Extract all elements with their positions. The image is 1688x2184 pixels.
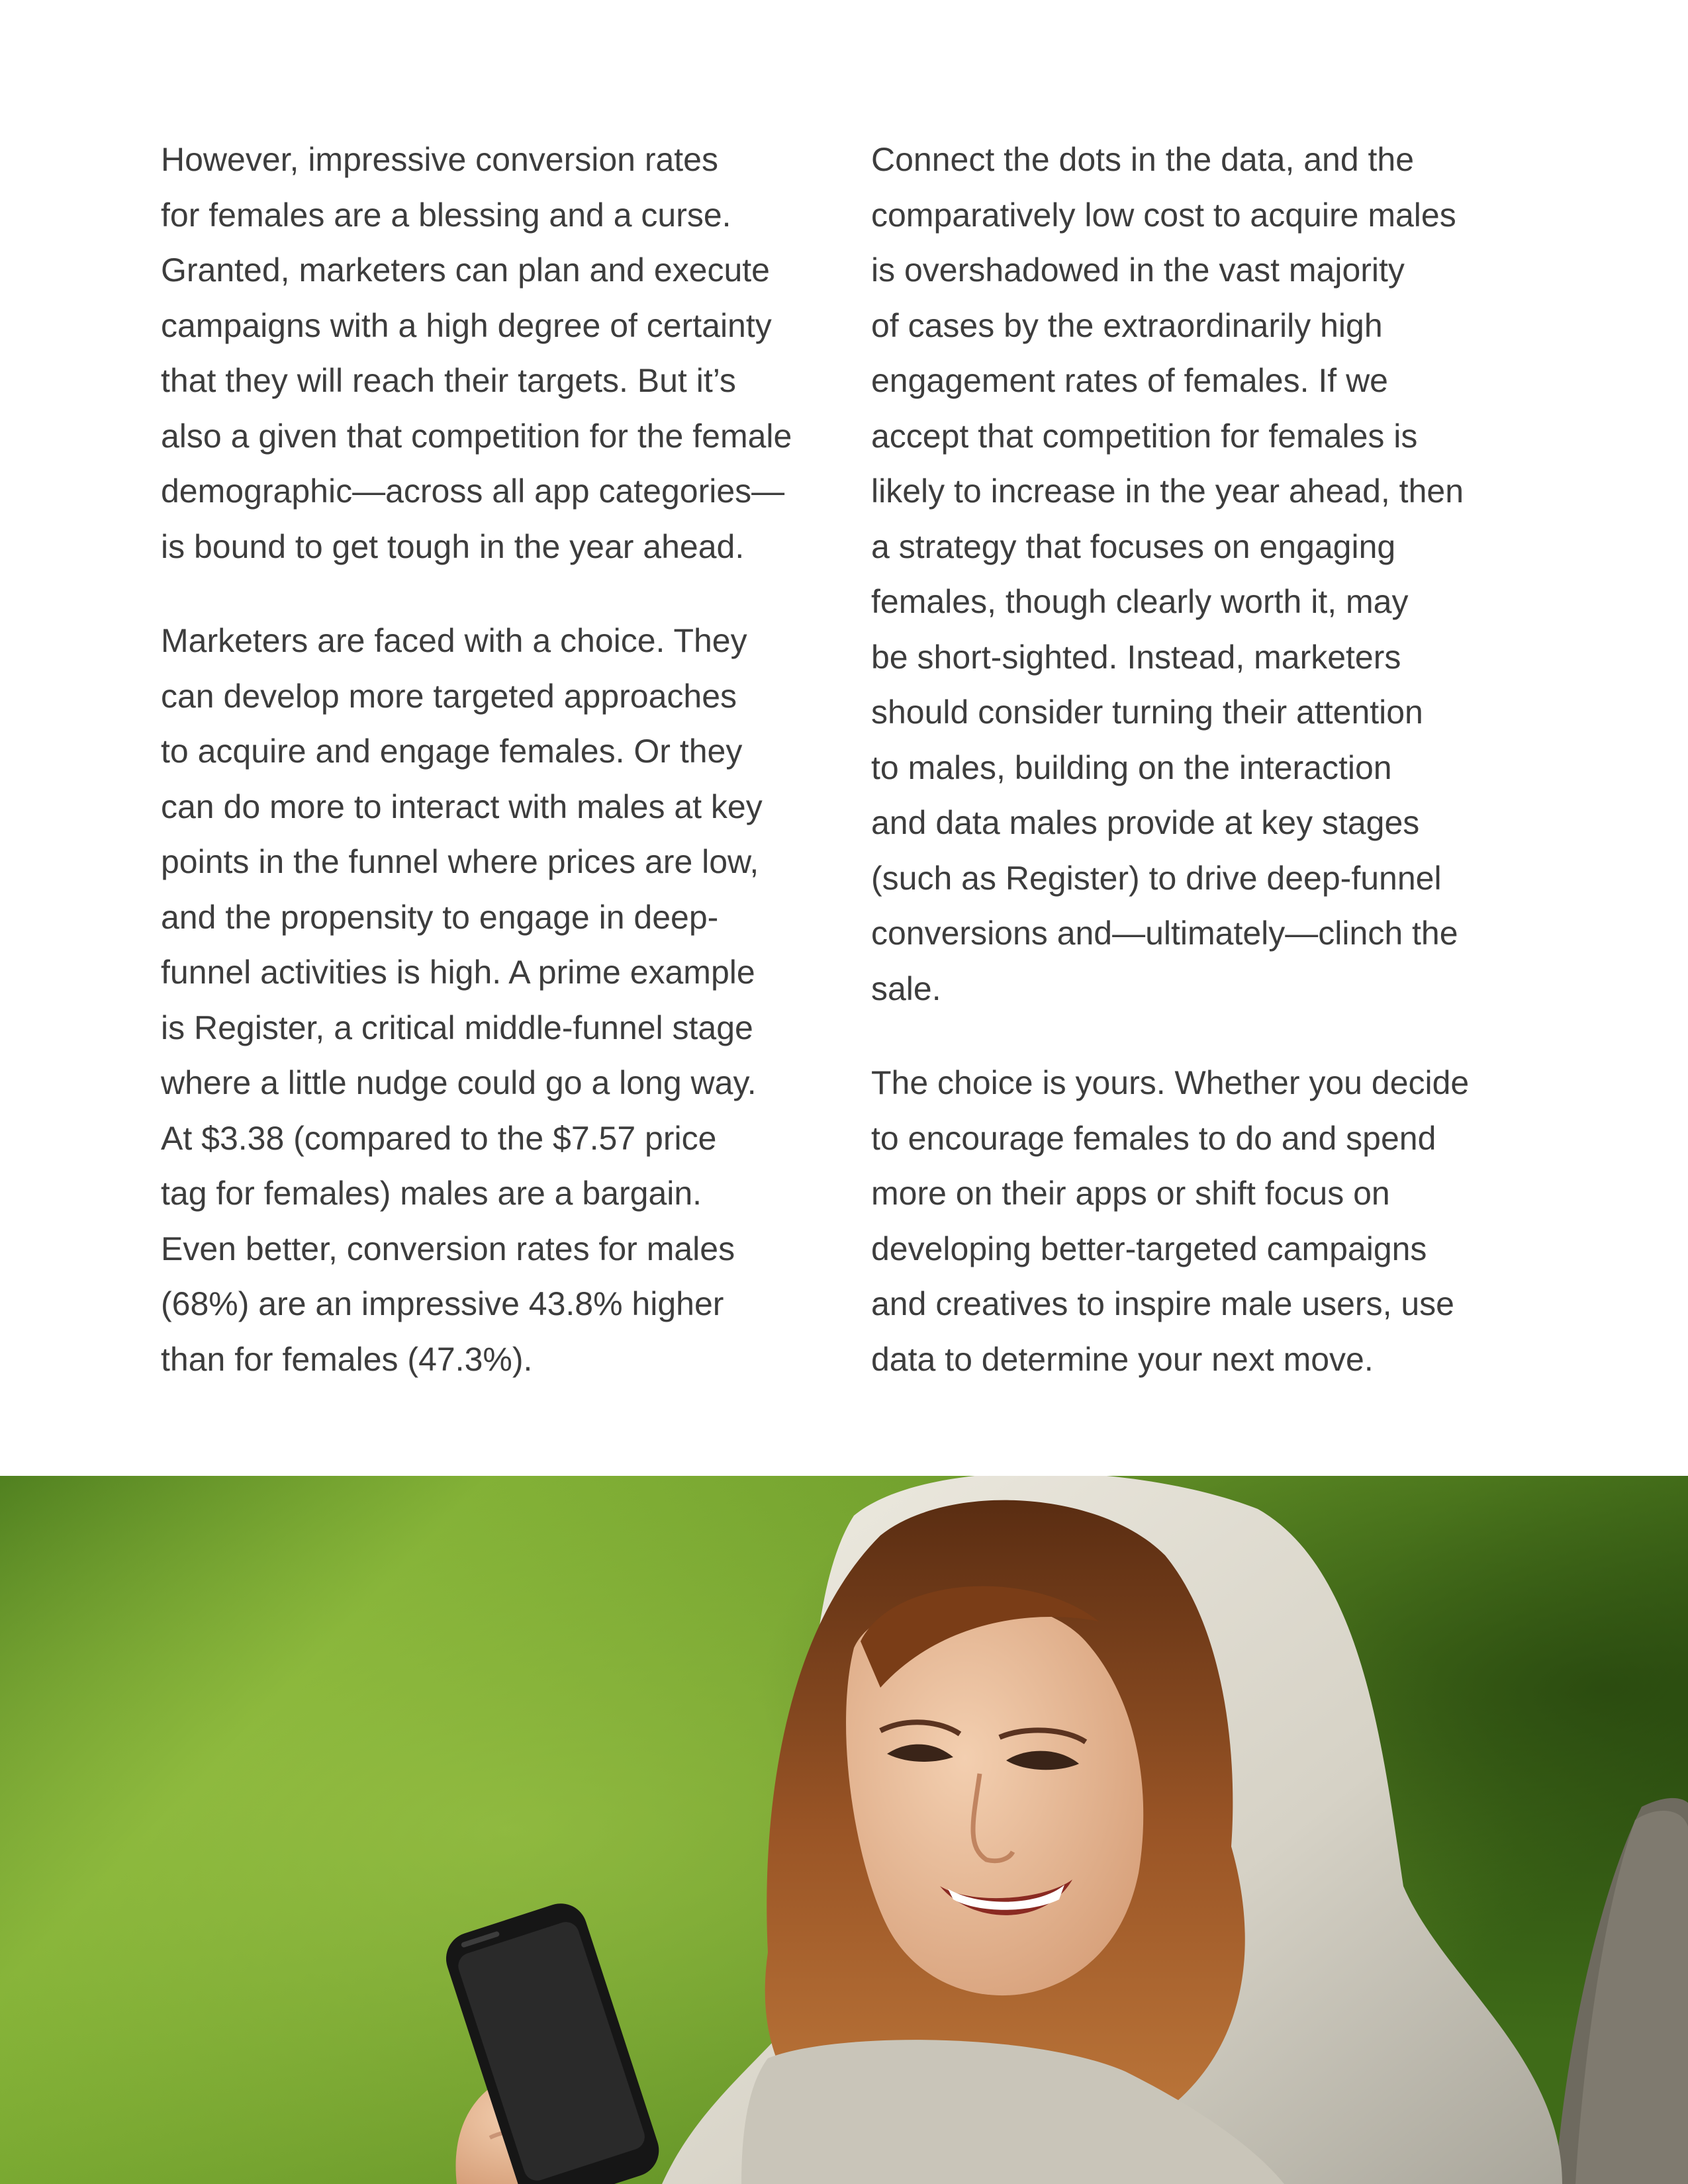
text-line: that they will reach their targets. But it’s — [161, 362, 736, 399]
text-line: tag for females) males are a bargain. — [161, 1175, 702, 1212]
text-line: (such as Register) to drive deep-funnel — [871, 859, 1442, 897]
hero-photo-woman-with-phone — [0, 1476, 1688, 2184]
photo-illustration — [0, 1476, 1688, 2184]
text-line: However, impressive conversion rates — [161, 141, 718, 178]
text-line: funnel activities is high. A prime example — [161, 954, 755, 991]
text-line: more on their apps or shift focus on — [871, 1175, 1390, 1212]
text-line: Marketers are faced with a choice. They — [161, 622, 747, 659]
text-line: points in the funnel where prices are low, — [161, 843, 759, 880]
text-line: campaigns with a high degree of certainty — [161, 306, 772, 344]
text-line: is bound to get tough in the year ahead. — [161, 527, 745, 565]
text-line: and data males provide at key stages — [871, 804, 1420, 841]
text-line: be short-sighted. Instead, marketers — [871, 638, 1401, 676]
text-line: likely to increase in the year ahead, then — [871, 473, 1464, 510]
text-line: data to determine your next move. — [871, 1340, 1374, 1378]
text-line: can develop more targeted approaches — [161, 677, 737, 715]
text-line: and creatives to inspire male users, use — [871, 1285, 1454, 1322]
text-line: also a given that competition for the female — [161, 417, 792, 455]
right-column — [871, 132, 1560, 1426]
text-line: At $3.38 (compared to the $7.57 price — [161, 1119, 717, 1157]
text-line: The choice is yours. Whether you decide — [871, 1064, 1470, 1101]
text-line: to encourage females to do and spend — [871, 1119, 1436, 1157]
text-line: conversions and—ultimately—clinch the — [871, 915, 1458, 952]
text-line: for females are a blessing and a curse. — [161, 196, 731, 234]
text-line: and the propensity to engage in deep- — [161, 898, 719, 936]
text-line: (68%) are an impressive 43.8% higher — [161, 1285, 724, 1322]
left-paragraph-2 — [161, 614, 843, 1387]
text-line: Even better, conversion rates for males — [161, 1230, 735, 1267]
text-line: should consider turning their attention — [871, 694, 1423, 731]
text-line: where a little nudge could go a long way. — [161, 1064, 757, 1101]
text-line: Granted, marketers can plan and execute — [161, 251, 770, 289]
text-line: sale. — [871, 970, 941, 1007]
text-line: than for females (47.3%). — [161, 1340, 533, 1378]
text-line: demographic—across all app categories— — [161, 473, 785, 510]
text-line: comparatively low cost to acquire males — [871, 196, 1456, 234]
left-column — [161, 132, 843, 1426]
text-line: to males, building on the interaction — [871, 749, 1392, 786]
right-paragraph-1 — [871, 132, 1560, 1017]
text-line: can do more to interact with males at key — [161, 788, 763, 825]
text-line: is overshadowed in the vast majority — [871, 251, 1405, 289]
text-line: Connect the dots in the data, and the — [871, 141, 1415, 178]
left-paragraph-1 — [161, 132, 843, 574]
text-line: is Register, a critical middle-funnel stage — [161, 1009, 753, 1046]
text-line: to acquire and engage females. Or they — [161, 733, 743, 770]
right-paragraph-2 — [871, 1056, 1560, 1387]
text-line: developing better-targeted campaigns — [871, 1230, 1427, 1267]
text-line: engagement rates of females. If we — [871, 362, 1388, 399]
text-line: females, though clearly worth it, may — [871, 583, 1409, 620]
text-line: accept that competition for females is — [871, 417, 1418, 455]
text-line: a strategy that focuses on engaging — [871, 527, 1396, 565]
text-line: of cases by the extraordinarily high — [871, 306, 1383, 344]
